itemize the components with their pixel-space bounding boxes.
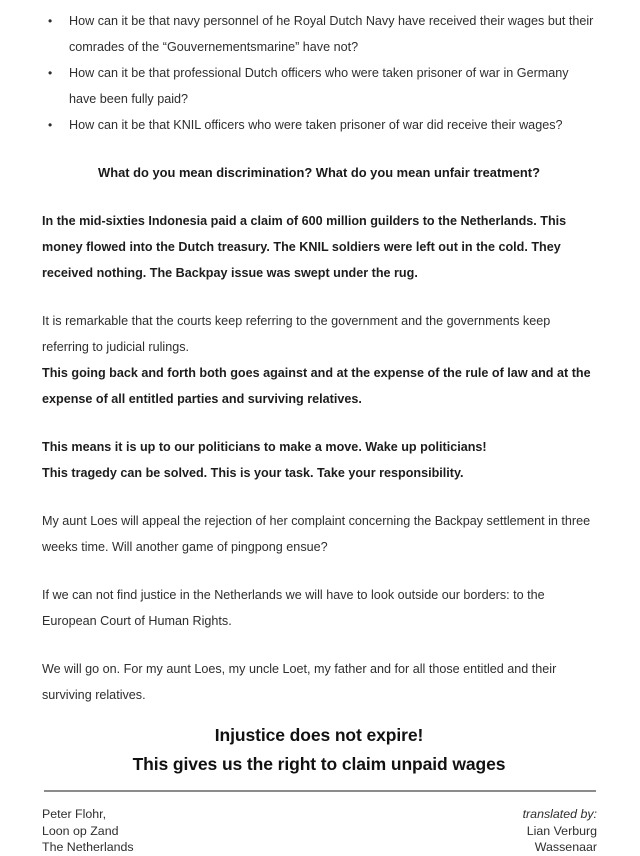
translator-name: Lian Verburg <box>526 823 597 838</box>
spacer <box>42 634 596 656</box>
spacer <box>42 186 596 208</box>
author-city: Loon op Zand <box>42 823 119 838</box>
paragraph-courts: It is remarkable that the courts keep referring to the government and the governments keep referring to judicial rulings. <box>42 314 551 354</box>
list-item: • How can it be that KNIL officers who were taken prisoner of war did receive their wages? <box>48 112 596 138</box>
spacer <box>42 138 596 160</box>
translated-by-label: translated by: <box>522 807 597 821</box>
spacer <box>42 412 596 434</box>
horizontal-rule <box>44 790 596 792</box>
list-item: • How can it be that professional Dutch officers who were taken prisoner of war in Germany have been fully paid? <box>48 60 596 112</box>
paragraph-claim: In the mid-sixties Indonesia paid a claim of 600 million guilders to the Netherlands. This money flowed into the Dutch treasury. The KNIL soldiers were left out in the cold. They received nothing. The Backpay issue was swept under the rug. <box>42 214 567 280</box>
translator-city: Wassenaar <box>534 840 597 854</box>
paragraph-tragedy: This tragedy can be solved. This is your task. Take your responsibility. <box>42 466 464 480</box>
spacer <box>42 486 596 508</box>
paragraph-politicians: This means it is up to our politicians to make a move. Wake up politicians! <box>42 440 487 454</box>
paragraph-justice: If we can not find justice in the Netherlands we will have to look outside our borders: to the European Court of Human Rights. <box>42 588 545 628</box>
question-bullet-list <box>42 8 596 138</box>
final-heading-claim: This gives us the right to claim unpaid wages <box>132 754 506 774</box>
author-details <box>42 806 134 856</box>
signature-block <box>42 806 597 856</box>
author-name: Peter Flohr, <box>42 807 107 821</box>
paragraph-goon: We will go on. For my aunt Loes, my uncle Loet, my father and for all those entitled and their surviving relatives. <box>42 662 557 702</box>
paragraph-backforth: This going back and forth both goes against and at the expense of the rule of law and at the expense of all entitled parties and surviving relatives. <box>42 366 591 406</box>
author-country: The Netherlands <box>42 840 134 854</box>
heading-discrimination: What do you mean discrimination? What do you mean unfair treatment? <box>98 165 540 180</box>
spacer <box>42 560 596 582</box>
translator-details <box>523 806 597 856</box>
spacer <box>42 708 596 721</box>
spacer <box>42 286 596 308</box>
paragraph-aunt: My aunt Loes will appeal the rejection of her complaint concerning the Backpay settlement in three weeks time. Will another game of pingpong ensue? <box>42 514 591 554</box>
final-heading-injustice: Injustice does not expire! <box>214 725 424 745</box>
list-item: • How can it be that navy personnel of he Royal Dutch Navy have received their wages but their comrades of the “Gouvernementsmarine” have not? <box>48 8 596 60</box>
